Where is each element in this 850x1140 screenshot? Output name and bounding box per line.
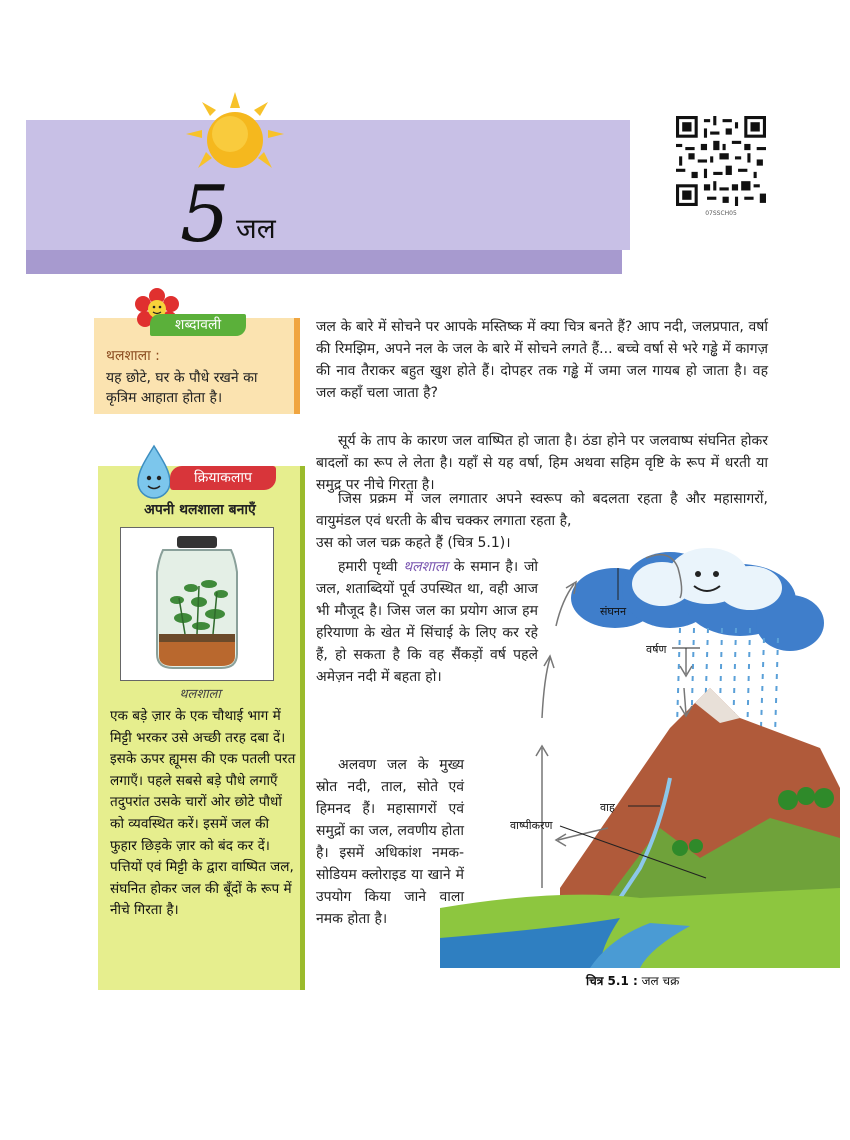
- water-cycle-diagram: [440, 528, 840, 968]
- p5-pre: हमारी पृथ्वी: [338, 559, 398, 575]
- terrarium-caption: थलशाला: [179, 687, 221, 702]
- figure-caption-number: चित्र 5.1 :: [586, 974, 638, 988]
- label-precipitation: वर्षण: [646, 643, 667, 656]
- label-runoff: वाह: [600, 801, 615, 814]
- chapter-number: 5: [180, 170, 230, 260]
- qr-code-label: 07SSCH05: [705, 210, 737, 217]
- terrarium-image-frame: [120, 527, 274, 681]
- cloud-icon: [571, 548, 824, 651]
- paragraph-water-cycle: जिस प्रक्रम में जल लगातार अपने स्वरूप को बदलता रहता है और महासागरों, वायुमंडल एवं धरती के बीच चक्कर लगाता रहता है,: [316, 491, 768, 529]
- p5-emphasis: थलशाला: [403, 559, 448, 575]
- water-drop-icon: [134, 444, 174, 500]
- p5-post: के समान है। जो जल, शताब्दियों पूर्व उपस्थित था, वही आज भी मौजूद है। जिस जल का प्रयोग आज हम हरियाणा के खेत में सिंचाई के लिए कर रहे हैं, हो सकता है कि वह सैंकड़ों वर्ष पहले अमेज़न नदी में बहता हो।: [316, 559, 539, 685]
- activity-text: एक बड़े ज़ार के एक चौथाई भाग में मिट्टी भरकर उसे अच्छी तरह दबा दें। इसके ऊपर ह्यूमस की एक पतली परत लगाएँ। पहले सबसे बड़े पौधे लगाएँ तदुपरांत उसके चारों ओर छोटे पौधों को व्यवस्थित करें। इसमें जल की फुहार छिड़के ज़ार को बंद कर दें। पत्तियों एवं मिट्टी के द्वारा वाष्पित जल, संघनित होकर जल की बूँदों के रूप में नीचे गिरता है।: [110, 708, 296, 919]
- header-band-front: [26, 120, 630, 250]
- qr-code-icon[interactable]: [676, 116, 766, 206]
- glossary-term: थलशाला :: [106, 348, 160, 364]
- activity-heading: अपनी थलशाला बनाएँ: [144, 502, 256, 518]
- activity-tag: क्रियाकलाप: [170, 466, 276, 490]
- figure-caption: [586, 972, 679, 989]
- paragraph-fresh-water: अलवण जल के मुख्य स्रोत नदी, ताल, सोते एवं हिमनद हैं। महासागरों एवं समुद्रों का जल, लवणीय होता है। इसमें अधिकांश नमक-सोडियम क्लोराइड या खाने में उपयोग किया जाने वाला नमक होता है।: [316, 757, 464, 927]
- label-evaporation: वाष्पीकरण: [510, 819, 553, 832]
- label-condensation: संघनन: [600, 605, 627, 618]
- terrarium-jar-illustration: [121, 528, 273, 680]
- paragraph-intro: जल के बारे में सोचने पर आपके मस्तिष्क में क्या चित्र बनते हैं? आप नदी, जलप्रपात, वर्षा की रिमझिम, अपने नल के जल के बारे में सोचने लगते हैं... बच्चे वर्षा से भरे गड्ढे में कागज़ की नाव तैराकर बहुत खुश होते हैं। दोपहर तक गड्ढे में जमा जल गायब हो जाता है। वह जल कहाँ चला जाता है?: [316, 319, 768, 401]
- figure-caption-text: जल चक्र: [641, 974, 680, 988]
- paragraph-water-cycle-definition: उस को जल चक्र कहते हैं (चित्र 5.1)।: [316, 535, 511, 551]
- glossary-definition: यह छोटे, घर के पौधे रखने का कृत्रिम आहाता होता है।: [106, 370, 258, 406]
- chapter-title: जल: [236, 212, 276, 245]
- glossary-tag: शब्दावली: [150, 314, 246, 336]
- paragraph-evaporation: सूर्य के ताप के कारण जल वाष्पित हो जाता है। ठंडा होने पर जलवाष्प संघनित होकर बादलों का रूप ले लेता है। यहाँ से यह वर्षा, हिम अथवा सहिम वृष्टि के रूप में धरती या समुद्र पर नीचे गिरता है।: [316, 433, 768, 493]
